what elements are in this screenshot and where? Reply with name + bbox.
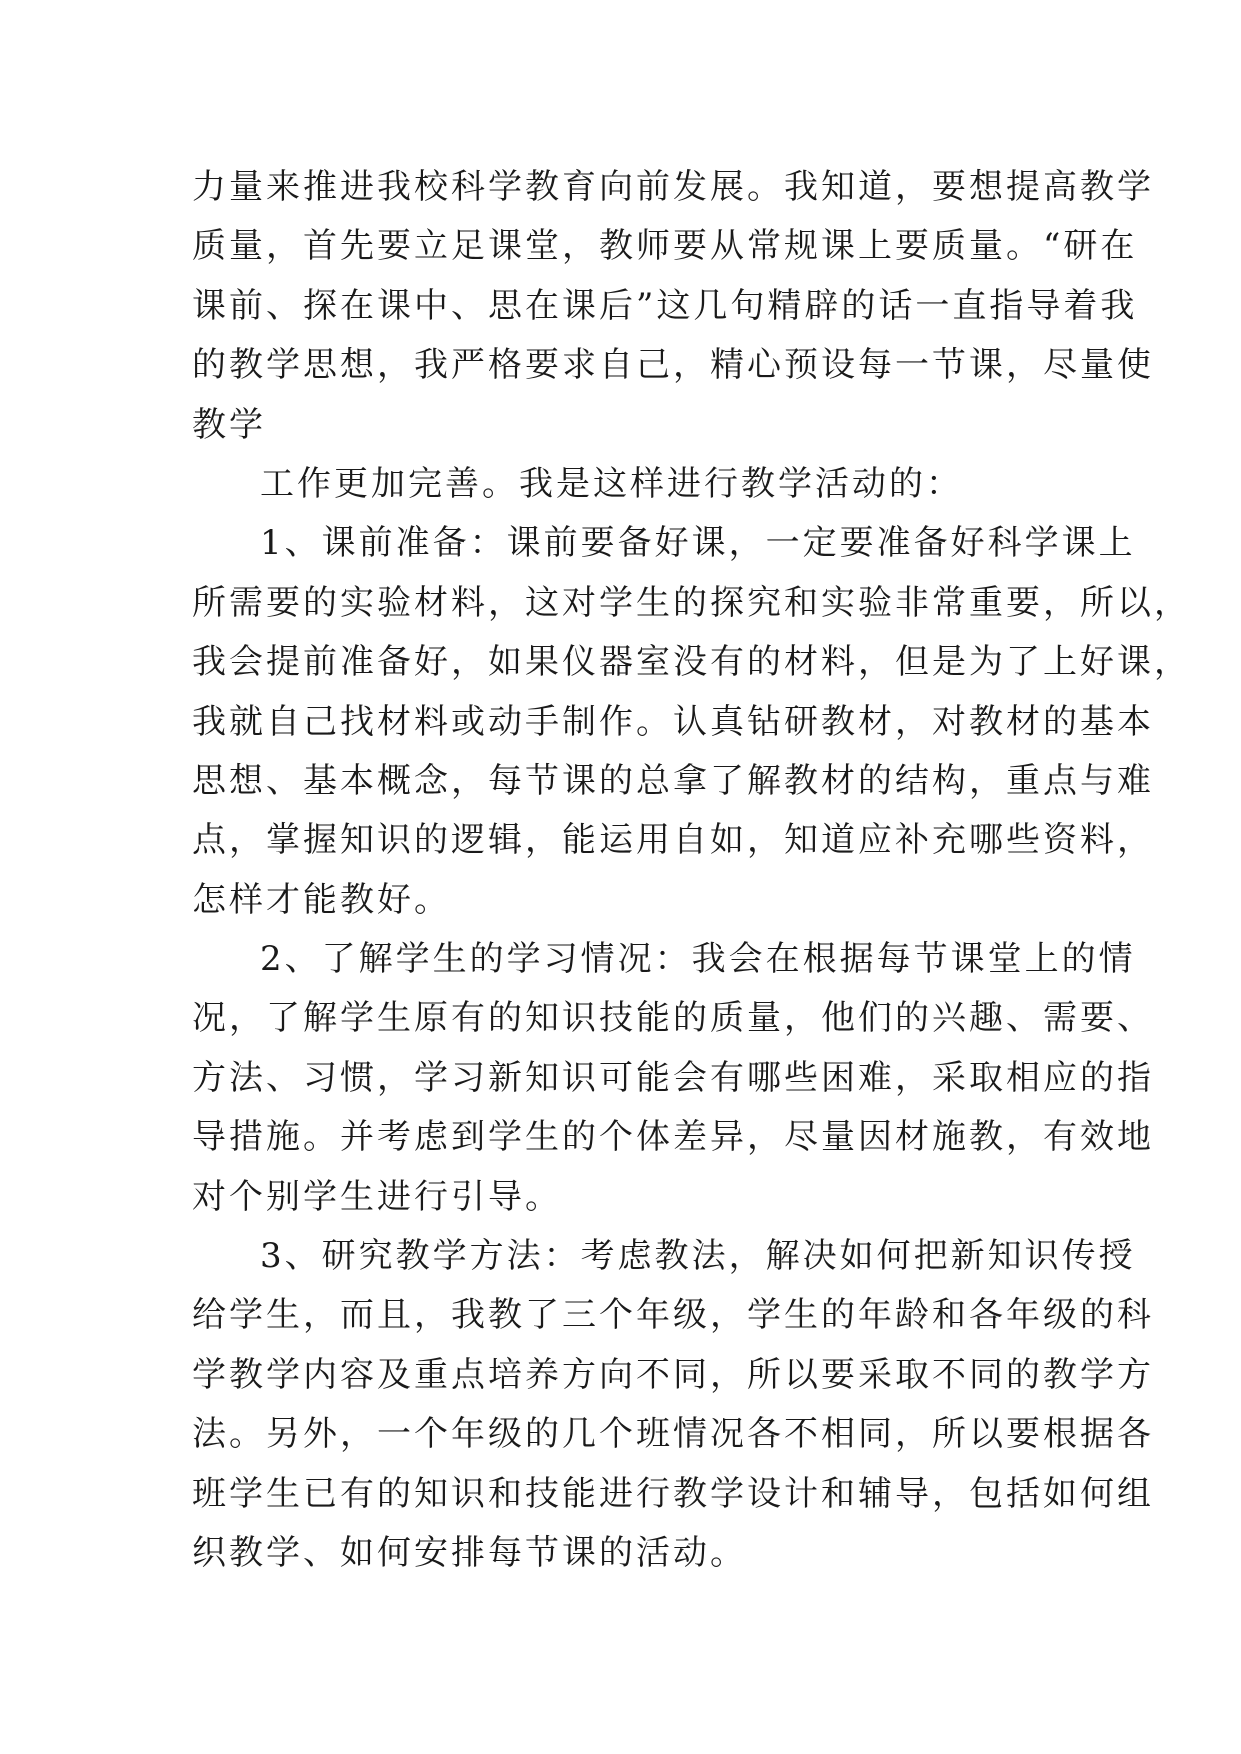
text-line: 力量来推进我校科学教育向前发展。我知道，要想提高教学 <box>192 167 1154 207</box>
paragraph-item-3 <box>192 1227 1154 1583</box>
text-line: 我就自己找材料或动手制作。认真钻研教材，对教材的基本 <box>192 701 1154 742</box>
text-line: 学教学内容及重点培养方向不同，所以要采取不同的教学方 <box>192 1354 1154 1395</box>
text-line: 导措施。并考虑到学生的个体差异，尽量因材施教，有效地 <box>192 1117 1154 1158</box>
text-line: 工作更加完善。我是这样进行教学活动的： <box>260 463 963 504</box>
paragraph-item-2 <box>192 930 1154 1227</box>
text-line: 况，了解学生原有的知识技能的质量，他们的兴趣、需要、 <box>192 998 1154 1039</box>
text-line: 织教学、如何安排每节课的活动。 <box>192 1532 747 1573</box>
text-line: 的教学思想，我严格要求自己，精心预设每一节课，尽量使 <box>192 345 1154 386</box>
text-line: 怎样才能教好。 <box>192 879 451 920</box>
text-line: 3、研究教学方法：考虑教法，解决如何把新知识传授 <box>260 1236 1136 1277</box>
text-line: 课前、探在课中、思在课后”这几句精辟的话一直指导着我 <box>192 285 1138 326</box>
text-line: 我会提前准备好，如果仪器室没有的材料，但是为了上好课， <box>192 642 1191 683</box>
paragraph-item-1 <box>192 514 1191 930</box>
text-line: 方法、习惯，学习新知识可能会有哪些困难，采取相应的指 <box>192 1057 1154 1098</box>
text-line: 2、了解学生的学习情况：我会在根据每节课堂上的情 <box>260 939 1136 980</box>
text-line: 对个别学生进行引导。 <box>192 1176 562 1217</box>
text-line: 点，掌握知识的逻辑，能运用自如，知道应补充哪些资料， <box>192 820 1154 861</box>
paragraph-continuation <box>192 158 1154 455</box>
text-line: 质量，首先要立足课堂，教师要从常规课上要质量。“研在 <box>192 226 1138 267</box>
paragraph-intro <box>192 455 1052 514</box>
text-line: 班学生已有的知识和技能进行教学设计和辅导，包括如何组 <box>192 1473 1154 1514</box>
text-line: 1、课前准备：课前要备好课，一定要准备好科学课上 <box>260 523 1136 564</box>
text-line: 教学 <box>192 404 266 445</box>
document-body <box>192 158 1191 1583</box>
text-line: 法。另外，一个年级的几个班情况各不相同，所以要根据各 <box>192 1414 1154 1455</box>
text-line: 思想、基本概念，每节课的总拿了解教材的结构，重点与难 <box>192 760 1154 801</box>
text-line: 给学生，而且，我教了三个年级，学生的年龄和各年级的科 <box>192 1295 1154 1336</box>
text-line: 所需要的实验材料，这对学生的探究和实验非常重要，所以， <box>192 582 1191 623</box>
